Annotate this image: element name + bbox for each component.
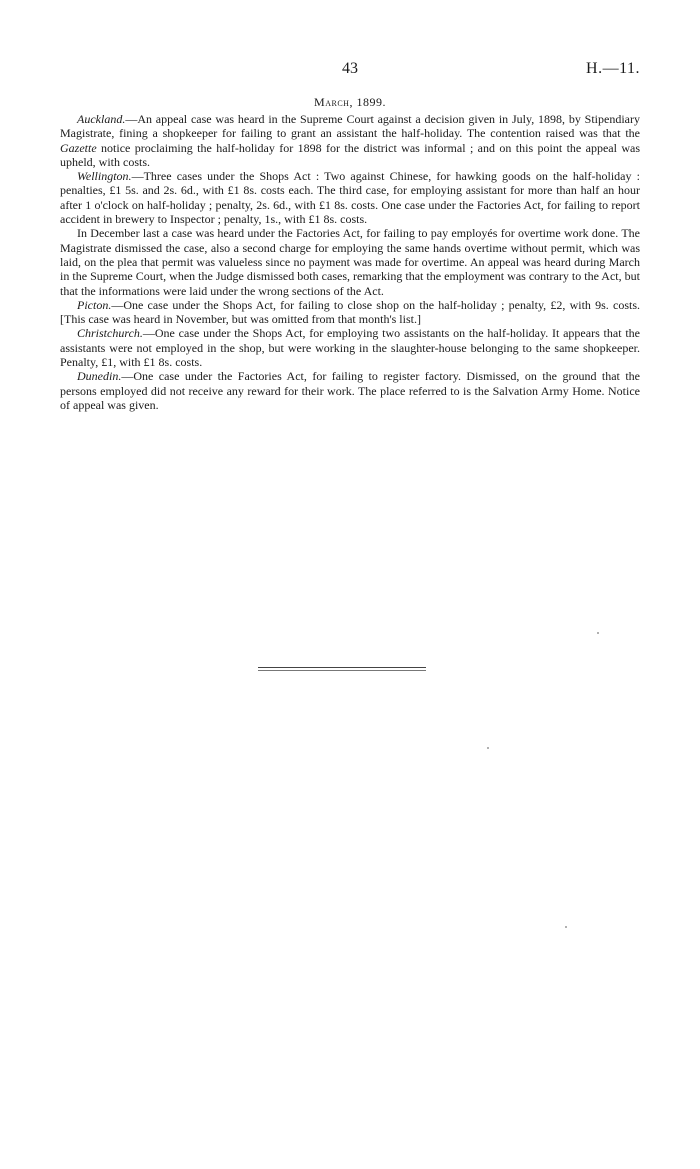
scan-speck <box>487 747 489 749</box>
section-heading: March, 1899. <box>314 95 386 109</box>
paragraph-dunedin <box>60 369 640 412</box>
paragraph-text: —An appeal case was heard in the Supreme Court against a decision given in July, 1898, by Stipendiary Magistrate, fining a shopkeeper for failing to grant an assistant the half-holiday. The contention raised was that the <box>60 112 640 141</box>
paragraph-christchurch <box>60 326 640 369</box>
body-text <box>60 112 640 412</box>
paragraph-wellington <box>60 169 640 226</box>
paragraph-text: —One case under the Factories Act, for failing to register factory. Dismissed, on the ground that the persons employed did not receive any reward for their work. The place referred to is the Salvation Army Home. Notice of appeal was given. <box>60 369 640 412</box>
scan-speck <box>565 926 567 928</box>
paragraph-picton <box>60 298 640 327</box>
place-name: Dunedin. <box>77 369 122 384</box>
section-divider-rule <box>258 667 426 668</box>
scan-speck <box>597 632 599 634</box>
paragraph-text: —One case under the Shops Act, for failing to close shop on the half-holiday ; penalty, £2, with 9s. costs. [This case was heard in November, but was omitted from that month's list.] <box>60 297 640 327</box>
gazette-title: Gazette <box>60 140 97 155</box>
place-name: Picton. <box>77 297 112 312</box>
paragraph-text: In December last a case was heard under the Factories Act, for failing to pay employés for overtime work done. The Magistrate dismissed the case, also a second charge for employing the same hands overtime without permit, which was laid, on the plea that permit was valueless since no payment was made for overtime. An appeal was heard during March in the Supreme Court, when the Judge dismissed both cases, remarking that the employment was contrary to the Act, but that the informations were laid under the wrong sections of the Act. <box>60 226 640 298</box>
place-name: Auckland. <box>77 112 126 126</box>
document-reference: H.—11. <box>586 60 640 77</box>
paragraph-december <box>60 226 640 297</box>
place-name: Christchurch. <box>77 326 143 341</box>
page-number: 43 <box>342 60 358 77</box>
paragraph-auckland <box>60 112 640 169</box>
paragraph-text: —Three cases under the Shops Act : Two against Chinese, for hawking goods on the half-holiday : penalties, £1 5s. and 2s. 6d., with £1 8s. costs each. The third case, for employing assistant for more than half an hour after 1 o'clock on half-holiday ; penalty, 2s. 6d., with £1 8s. costs. One case under the Factories Act, for failing to report accident in brewery to Inspector ; penalty, 1s., with £1 8s. costs. <box>60 169 640 227</box>
paragraph-text: —One case under the Shops Act, for employing two assistants on the half-holiday. It appears that the assistants were not employed in the shop, but were working in the slaughter-house belonging to the same shopkeeper. Penalty, £1, with £1 8s. costs. <box>60 326 640 370</box>
section-divider-rule <box>258 670 426 671</box>
paragraph-text-continued: notice proclaiming the half-holiday for 1898 for the district was informal ; and on this point the appeal was upheld, with costs. <box>60 140 640 169</box>
place-name: Wellington. <box>77 169 132 184</box>
